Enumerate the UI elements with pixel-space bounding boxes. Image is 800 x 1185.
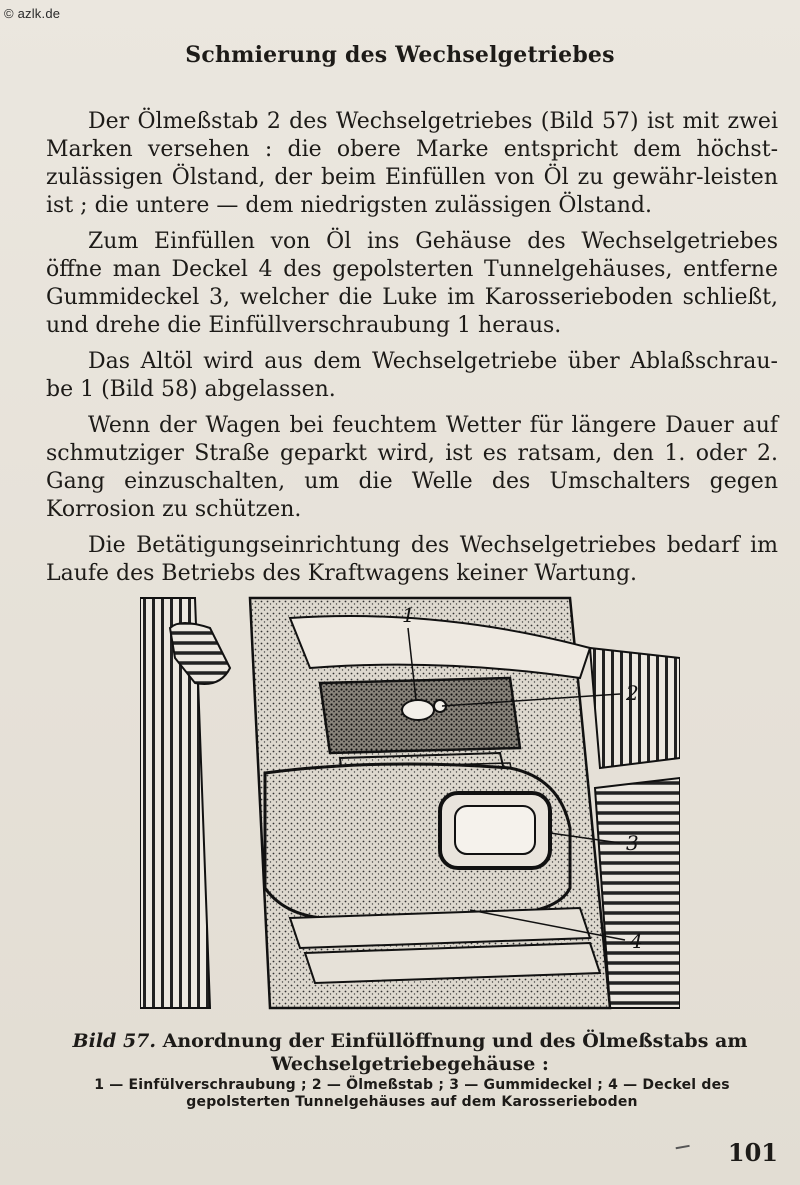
callout-1: 1 xyxy=(402,603,415,627)
figure-legend: 1 — Einfülverschraubung ; 2 — Ölmeßstab ; 3 — Gummideckel ; 4 — Deckel des gepolsterten Tunnelgehäuses auf dem Karosserieboden xyxy=(94,1077,730,1110)
figure-caption-text: Anordnung der Einfüllöffnung und des Ölmeßstabs am Wechselgetriebegehäuse : xyxy=(162,1030,748,1075)
figure-57-illustration xyxy=(140,588,680,1018)
callout-4: 4 xyxy=(630,929,643,953)
print-mark xyxy=(676,1145,691,1153)
page-number: 101 xyxy=(727,1138,778,1167)
paragraph-1: Der Ölmeßstab 2 des Wechselgetriebes (Bild 57) ist mit zwei Marken versehen : die obere Marke entspricht dem höchst-zulässigen Ölstand, der beim Einfüllen von Öl zu gewähr-leisten ist ; die untere — dem niedrigsten zulässigen Ölstand. xyxy=(46,109,778,218)
body-text xyxy=(46,108,778,596)
paragraph-2: Zum Einfüllen von Öl ins Gehäuse des Wechselgetriebes öffne man Deckel 4 des gepolsterten Tunnelgehäuses, entferne Gummideckel 3, welcher die Luke im Karosserieboden schließt, und drehe die Einfüllverschraubung 1 heraus. xyxy=(46,229,778,338)
paragraph-4: Wenn der Wagen bei feuchtem Wetter für längere Dauer auf schmutziger Straße geparkt wird, ist es ratsam, den 1. oder 2. Gang einzuschalten, um die Welle des Umschalters gegen Korrosion zu schützen. xyxy=(46,413,778,522)
paragraph-3: Das Altöl wird aus dem Wechselgetriebe über Ablaßschrau-be 1 (Bild 58) abgelassen. xyxy=(46,349,778,402)
page-title: Schmierung des Wechselgetriebes xyxy=(185,42,615,68)
callout-2: 2 xyxy=(626,681,639,705)
watermark: © azlk.de xyxy=(4,6,61,21)
callout-3: 3 xyxy=(626,831,639,855)
filler-plug xyxy=(402,700,434,720)
figure-caption xyxy=(40,1030,780,1076)
figure-label: Bild 57. xyxy=(72,1030,156,1052)
paragraph-5: Die Betätigungseinrichtung des Wechselgetriebes bedarf im Laufe des Betriebs des Kraftwagens keiner Wartung. xyxy=(46,533,778,586)
